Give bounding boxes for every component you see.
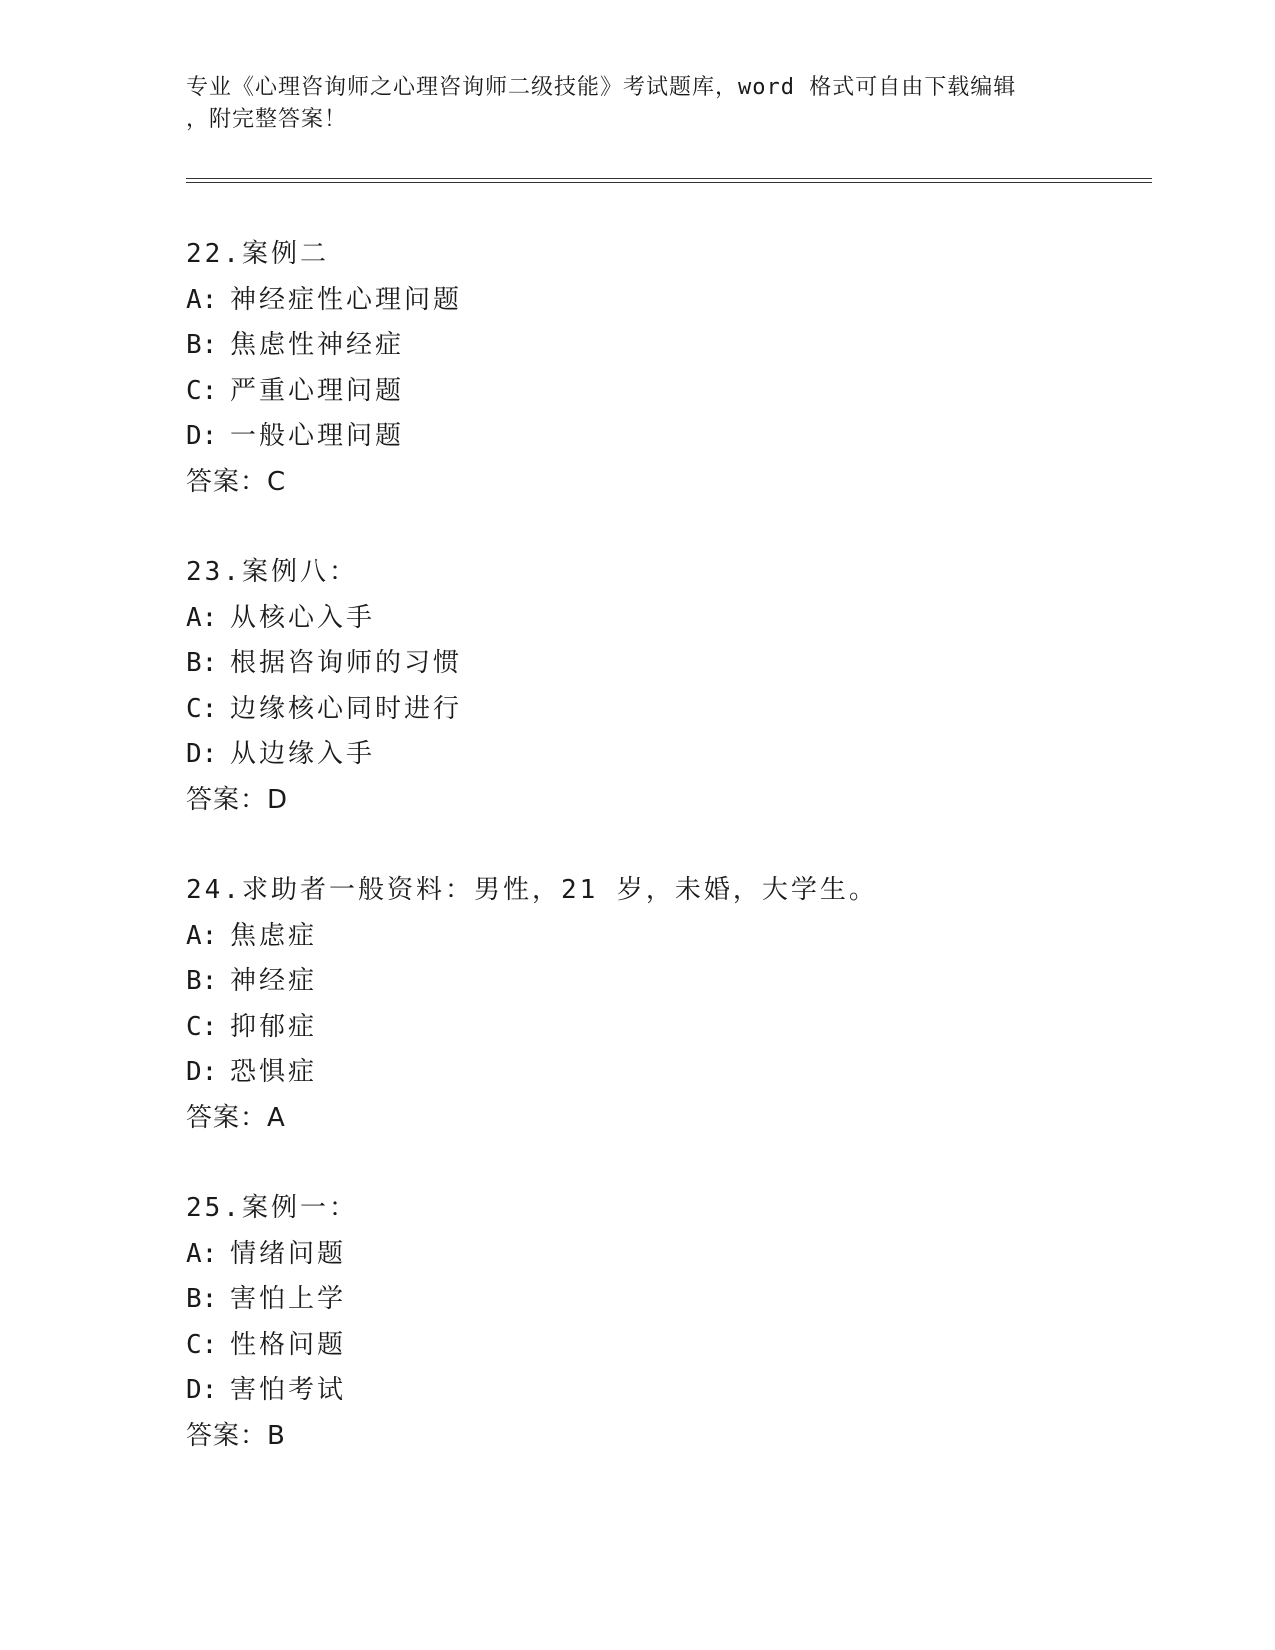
header-line-2: ，附完整答案！ (186, 107, 348, 132)
option-letter: C: (186, 1329, 218, 1360)
option-text: 从核心入手 (230, 602, 376, 633)
answer-line: 答案：C (186, 466, 287, 497)
question-title: 24.求助者一般资料：男性，21 岁，未婚，大学生。 (186, 875, 878, 905)
header-divider-bottom (186, 182, 1152, 183)
question-title: 23.案例八： (186, 557, 358, 587)
option-letter: C: (186, 375, 218, 406)
option-text: 严重心理问题 (230, 375, 405, 406)
option-b (186, 1277, 1146, 1323)
option-d (186, 732, 1146, 778)
option-c (186, 1005, 1146, 1051)
option-letter: C: (186, 1011, 218, 1042)
question-25 (186, 1186, 1146, 1459)
option-letter: A: (186, 920, 218, 951)
answer-line: 答案：B (186, 1420, 286, 1451)
header-divider-top (186, 178, 1152, 179)
option-d (186, 1368, 1146, 1414)
option-c (186, 1323, 1146, 1369)
header-line-1: 专业《心理咨询师之心理咨询师二级技能》考试题库，word 格式可自由下载编辑 (186, 75, 1017, 100)
option-a (186, 1232, 1146, 1278)
option-letter: D: (186, 1375, 218, 1405)
option-text: 害怕上学 (230, 1284, 347, 1314)
option-letter: B: (186, 330, 218, 360)
option-text: 害怕考试 (230, 1375, 347, 1405)
option-a (186, 278, 1146, 324)
option-text: 恐惧症 (230, 1057, 318, 1087)
question-22 (186, 232, 1146, 505)
document-header (186, 72, 1066, 136)
option-b (186, 323, 1146, 369)
option-letter: C: (186, 693, 218, 724)
question-24 (186, 868, 1146, 1141)
option-letter: B: (186, 648, 218, 678)
option-text: 一般心理问题 (230, 421, 405, 451)
option-c (186, 687, 1146, 733)
option-a (186, 914, 1146, 960)
answer-line: 答案：A (186, 1102, 286, 1133)
option-b (186, 641, 1146, 687)
option-letter: D: (186, 421, 218, 451)
option-text: 神经症 (230, 966, 318, 996)
option-text: 神经症性心理问题 (230, 284, 463, 315)
option-letter: D: (186, 1057, 218, 1087)
question-title: 25.案例一： (186, 1193, 358, 1223)
question-23 (186, 550, 1146, 823)
option-c (186, 369, 1146, 415)
option-text: 抑郁症 (230, 1011, 318, 1042)
option-d (186, 1050, 1146, 1096)
option-letter: D: (186, 739, 218, 769)
option-letter: A: (186, 284, 218, 315)
option-text: 焦虑性神经症 (230, 330, 405, 360)
option-text: 性格问题 (230, 1329, 347, 1360)
option-a (186, 596, 1146, 642)
option-d (186, 414, 1146, 460)
answer-line: 答案：D (186, 784, 289, 815)
option-letter: A: (186, 602, 218, 633)
option-letter: B: (186, 1284, 218, 1314)
option-text: 焦虑症 (230, 920, 318, 951)
option-text: 从边缘入手 (230, 739, 376, 769)
option-text: 根据咨询师的习惯 (230, 648, 463, 678)
option-b (186, 959, 1146, 1005)
option-text: 边缘核心同时进行 (230, 693, 463, 724)
option-letter: A: (186, 1238, 218, 1269)
option-letter: B: (186, 966, 218, 996)
question-title: 22.案例二 (186, 239, 329, 269)
option-text: 情绪问题 (230, 1238, 347, 1269)
